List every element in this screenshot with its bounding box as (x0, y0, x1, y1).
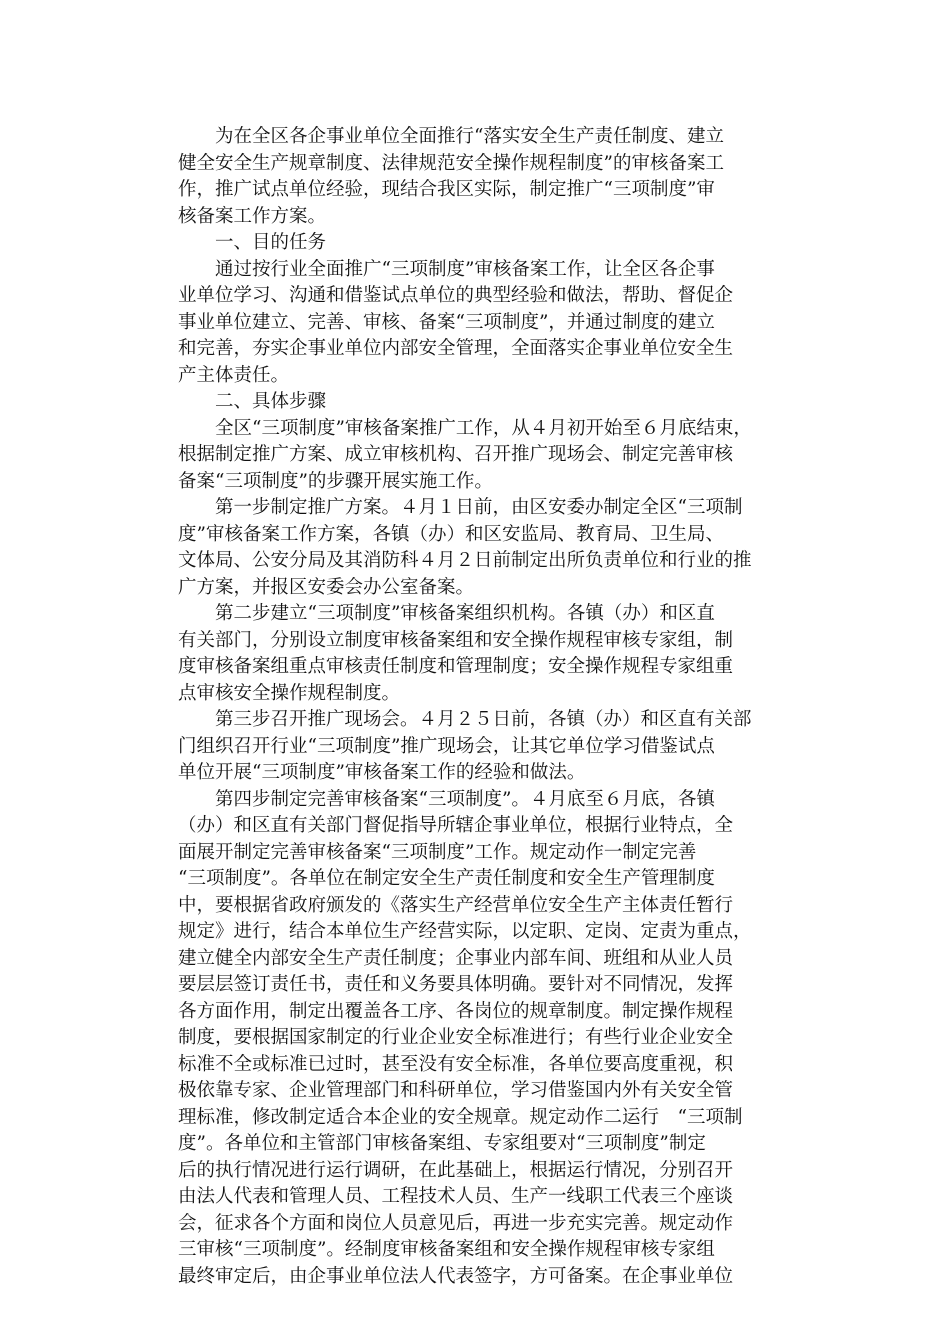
text-line: 第一步制定推广方案。４月１日前，由区安委办制定全区“三项制 (178, 497, 743, 518)
text-line: 理标准，修改制定适合本企业的安全规章。规定动作二运行 “三项制 (178, 1106, 743, 1128)
text-line: 后的执行情况进行运行调研，在此基础上，根据运行情况，分别召开 (178, 1159, 734, 1181)
text-line: 单位开展“三项制度”审核备案工作的经验和做法。 (178, 762, 586, 783)
text-line: 制度，要根据国家制定的行业企业安全标准进行；有些行业企业安全 (178, 1027, 734, 1048)
text-line: 业单位学习、沟通和借鉴试点单位的典型经验和做法，帮助、督促企 (178, 285, 734, 306)
text-line: 为在全区各企事业单位全面推行“落实安全生产责任制度、建立 (178, 126, 724, 147)
text-line: 门组织召开行业“三项制度”推广现场会，让其它单位学习借鉴试点 (178, 735, 715, 757)
text-line: 广方案，并报区安委会办公室备案。 (178, 576, 475, 598)
text-line: “三项制度”。各单位在制定安全生产责任制度和安全生产管理制度 (178, 868, 715, 889)
text-line: 第三步召开推广现场会。４月２５日前，各镇（办）和区直有关部 (178, 709, 752, 730)
text-line: 面展开制定完善审核备案“三项制度”工作。规定动作一制定完善 (178, 841, 697, 863)
text-line: 健全安全生产规章制度、法律规范安全操作规程制度”的审核备案工 (178, 152, 724, 174)
text-line: 由法人代表和管理人员、工程技术人员、生产一线职工代表三个座谈 (178, 1186, 734, 1207)
text-line: 备案“三项制度”的步骤开展实施工作。 (178, 470, 493, 492)
text-line: 度审核备案组重点审核责任制度和管理制度；安全操作规程专家组重 (178, 656, 734, 677)
text-line: 极依靠专家、企业管理部门和科研单位，学习借鉴国内外有关安全管 (178, 1080, 734, 1101)
text-line: 度”。各单位和主管部门审核备案组、专家组要对“三项制度”制定 (178, 1133, 706, 1154)
text-line: （办）和区直有关部门督促指导所辖企事业单位，根据行业特点，全 (178, 815, 734, 836)
text-line: 第二步建立“三项制度”审核备案组织机构。各镇（办）和区直 (178, 603, 715, 624)
text-line: 各方面作用，制定出覆盖各工序、各岗位的规章制度。制定操作规程 (178, 1000, 734, 1022)
text-line: 通过按行业全面推广“三项制度”审核备案工作，让全区各企事 (178, 258, 715, 280)
text-line: 和完善，夯实企事业单位内部安全管理，全面落实企事业单位安全生 (178, 338, 734, 359)
text-line: 文体局、公安分局及其消防科４月２日前制定出所负责单位和行业的推 (178, 550, 752, 571)
text-line: 核备案工作方案。 (178, 205, 327, 227)
text-line: 有关部门，分别设立制度审核备案组和安全操作规程审核专家组，制 (178, 629, 734, 651)
text-line: 要层层签订责任书，责任和义务要具体明确。要针对不同情况，发挥 (178, 974, 734, 995)
text-line: 最终审定后，由企事业单位法人代表签字，方可备案。在企事业单位 (178, 1265, 734, 1287)
text-line: 度”审核备案工作方案，各镇（办）和区安监局、教育局、卫生局、 (178, 523, 724, 545)
text-line: 一、目的任务 (178, 232, 327, 253)
text-line: 标准不全或标准已过时，甚至没有安全标准，各单位要高度重视，积 (178, 1053, 734, 1075)
text-line: 二、具体步骤 (178, 391, 327, 412)
text-line: 产主体责任。 (178, 364, 290, 386)
text-line: 根据制定推广方案、成立审核机构、召开推广现场会、制定完善审核 (178, 444, 734, 465)
text-line: 事业单位建立、完善、审核、备案“三项制度”，并通过制度的建立 (178, 311, 715, 333)
text-line: 点审核安全操作规程制度。 (178, 682, 401, 704)
text-line: 第四步制定完善审核备案“三项制度”。４月底至６月底，各镇 (178, 788, 715, 810)
text-line: 建立健全内部安全生产责任制度；企事业内部车间、班组和从业人员 (178, 947, 734, 969)
text-line: 三审核“三项制度”。经制度审核备案组和安全操作规程审核专家组 (178, 1239, 715, 1260)
text-line: 全区“三项制度”审核备案推广工作，从４月初开始至６月底结束， (178, 417, 752, 439)
text-line: 作，推广试点单位经验，现结合我区实际，制定推广“三项制度”审 (178, 179, 715, 200)
text-line: 规定》进行，结合本单位生产经营实际，以定职、定岗、定责为重点， (178, 921, 752, 942)
text-line: 会，征求各个方面和岗位人员意见后，再进一步充实完善。规定动作 (178, 1212, 734, 1234)
document-body (178, 124, 778, 1290)
text-line: 中，要根据省政府颁发的《落实生产经营单位安全生产主体责任暂行 (178, 894, 734, 916)
